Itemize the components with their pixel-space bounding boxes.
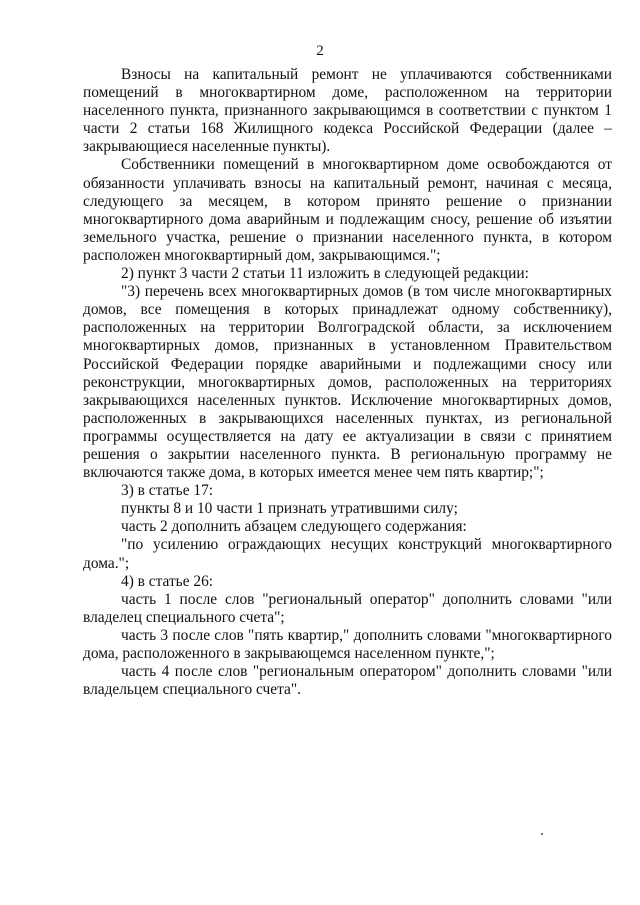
document-body bbox=[83, 66, 612, 699]
page-number: 2 bbox=[316, 43, 324, 59]
paragraph-1: Взносы на капитальный ремонт не уплачиваются собственниками помещений в многоквартирном доме, расположенном на территории населенного пункта, признанного закрывающимся в соответствии с пунктом 1 части 2 статьи 168 Жилищного кодекса Российской Федерации (далее – закрывающиеся населенные пункты). bbox=[83, 66, 612, 156]
paragraph-10: часть 1 после слов "региональный оператор" дополнить словами "или владелец специального счета"; bbox=[83, 590, 612, 626]
paragraph-2: Собственники помещений в многоквартирном доме освобождаются от обязанности уплачивать взносы на капитальный ремонт, начиная с месяца, следующего за месяцем, в котором принято решение о признании многоквартирного дома аварийным и подлежащим сносу, решение об изъятии земельного участка, решение о признании населенного пункта, в котором расположен многоквартирный дом, закрывающимся."; bbox=[83, 156, 612, 264]
paragraph-7: часть 2 дополнить абзацем следующего содержания: bbox=[121, 518, 467, 536]
paragraph-6: пункты 8 и 10 части 1 признать утратившими силу; bbox=[121, 500, 458, 518]
paragraph-4: "3) перечень всех многоквартирных домов (в том числе многоквартирных домов, все помещения в которых принадлежат одному собственнику), расположенных на территории Волгоградской области, за исключением многоквартирных домов, признанных в установленном Правительством Российской Федерации порядке аварийными и подлежащими сносу или реконструкции, многоквартирных домов, расположенных на территориях закрывающихся населенных пунктов. Исключение многоквартирных домов, расположенных в закрывающихся населенных пунктах, из региональной программы осуществляется на дату ее актуализации в связи с принятием решения о закрытии населенного пункта. В региональную программу не включаются также дома, в которых имеется менее чем пять квартир;"; bbox=[83, 283, 612, 482]
paragraph-9: 4) в статье 26: bbox=[121, 572, 214, 590]
paragraph-11: часть 3 после слов "пять квартир," дополнить словами "многоквартирного дома, расположенного в закрывающемся населенном пункте,"; bbox=[83, 626, 612, 662]
paragraph-5: 3) в статье 17: bbox=[121, 482, 214, 500]
paragraph-12: часть 4 после слов "региональным оператором" дополнить словами "или владельцем специального счета". bbox=[83, 663, 612, 699]
paragraph-8: "по усилению ограждающих несущих конструкций многоквартирного дома."; bbox=[83, 536, 612, 572]
paragraph-3: 2) пункт 3 части 2 статьи 11 изложить в следующей редакции: bbox=[121, 265, 529, 283]
scan-speck bbox=[541, 833, 543, 835]
